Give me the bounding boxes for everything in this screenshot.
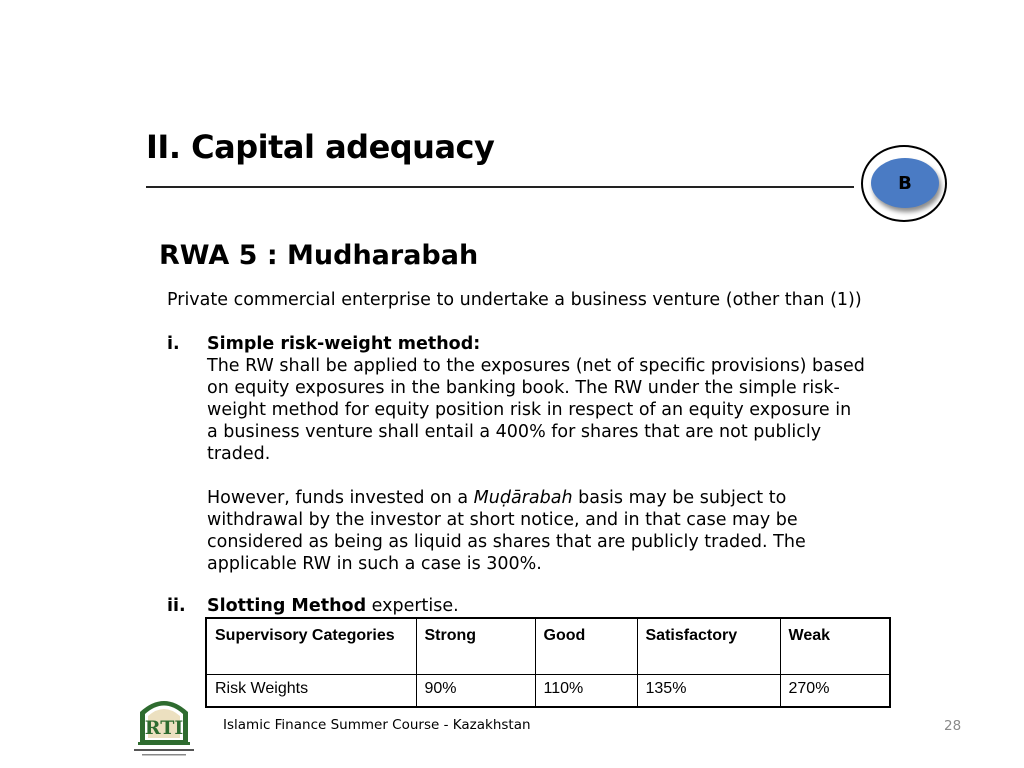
table-row bbox=[206, 674, 890, 707]
item-text-line: The RW shall be applied to the exposures (net of specific provisions) based bbox=[207, 356, 865, 376]
para-text: However, funds invested on a bbox=[207, 488, 474, 508]
svg-text:RTI: RTI bbox=[144, 717, 184, 739]
irti-logo-icon bbox=[128, 690, 200, 760]
item-text-line: traded. bbox=[207, 444, 271, 464]
table-header-cell: Strong bbox=[416, 618, 535, 674]
title-divider bbox=[146, 186, 854, 188]
slide-title: II. Capital adequacy bbox=[146, 128, 495, 166]
table-cell: Risk Weights bbox=[206, 674, 416, 707]
list-item-simple-risk-weight bbox=[207, 333, 907, 575]
page-number: 28 bbox=[944, 718, 962, 734]
item-text-line: on equity exposures in the banking book. The RW under the simple risk- bbox=[207, 378, 840, 398]
table-cell: 90% bbox=[416, 674, 535, 707]
irti-logo bbox=[128, 690, 200, 760]
item-text-line: weight method for equity position risk in respect of an equity exposure in bbox=[207, 400, 852, 420]
para-term: Muḍārabah bbox=[473, 488, 573, 508]
item-text-line: considered as being as liquid as shares that are publicly traded. The bbox=[207, 532, 806, 552]
slide-subtitle: RWA 5 : Mudharabah bbox=[159, 240, 479, 271]
section-badge-label: B bbox=[871, 158, 939, 208]
para-text: basis may be subject to bbox=[572, 488, 787, 508]
item-marker: ii. bbox=[167, 596, 186, 616]
item-text-line: a business venture shall entail a 400% for shares that are not publicly bbox=[207, 422, 822, 442]
table-header-cell: Good bbox=[535, 618, 637, 674]
item-heading: Slotting Method bbox=[207, 596, 367, 616]
table-header-cell: Weak bbox=[780, 618, 890, 674]
item-paragraph-start bbox=[207, 487, 907, 509]
table-cell: 110% bbox=[535, 674, 637, 707]
risk-weight-table bbox=[205, 617, 891, 708]
table-header-cell: Satisfactory bbox=[637, 618, 780, 674]
item-text-line: applicable RW in such a case is 300%. bbox=[207, 554, 542, 574]
item-text-line: withdrawal by the investor at short notice, and in that case may be bbox=[207, 510, 798, 530]
item-heading: Simple risk-weight method: bbox=[207, 334, 481, 354]
table-cell: 270% bbox=[780, 674, 890, 707]
item-text: expertise. bbox=[366, 596, 459, 616]
intro-text: Private commercial enterprise to undertake a business venture (other than (1)) bbox=[167, 290, 862, 310]
section-badge bbox=[861, 145, 947, 222]
footer-course-title: Islamic Finance Summer Course - Kazakhstan bbox=[223, 717, 531, 733]
item-marker: i. bbox=[167, 334, 180, 354]
table-header-cell: Supervisory Categories bbox=[206, 618, 416, 674]
table-header-row bbox=[206, 618, 890, 674]
list-item-slotting-method bbox=[207, 595, 907, 617]
table-cell: 135% bbox=[637, 674, 780, 707]
